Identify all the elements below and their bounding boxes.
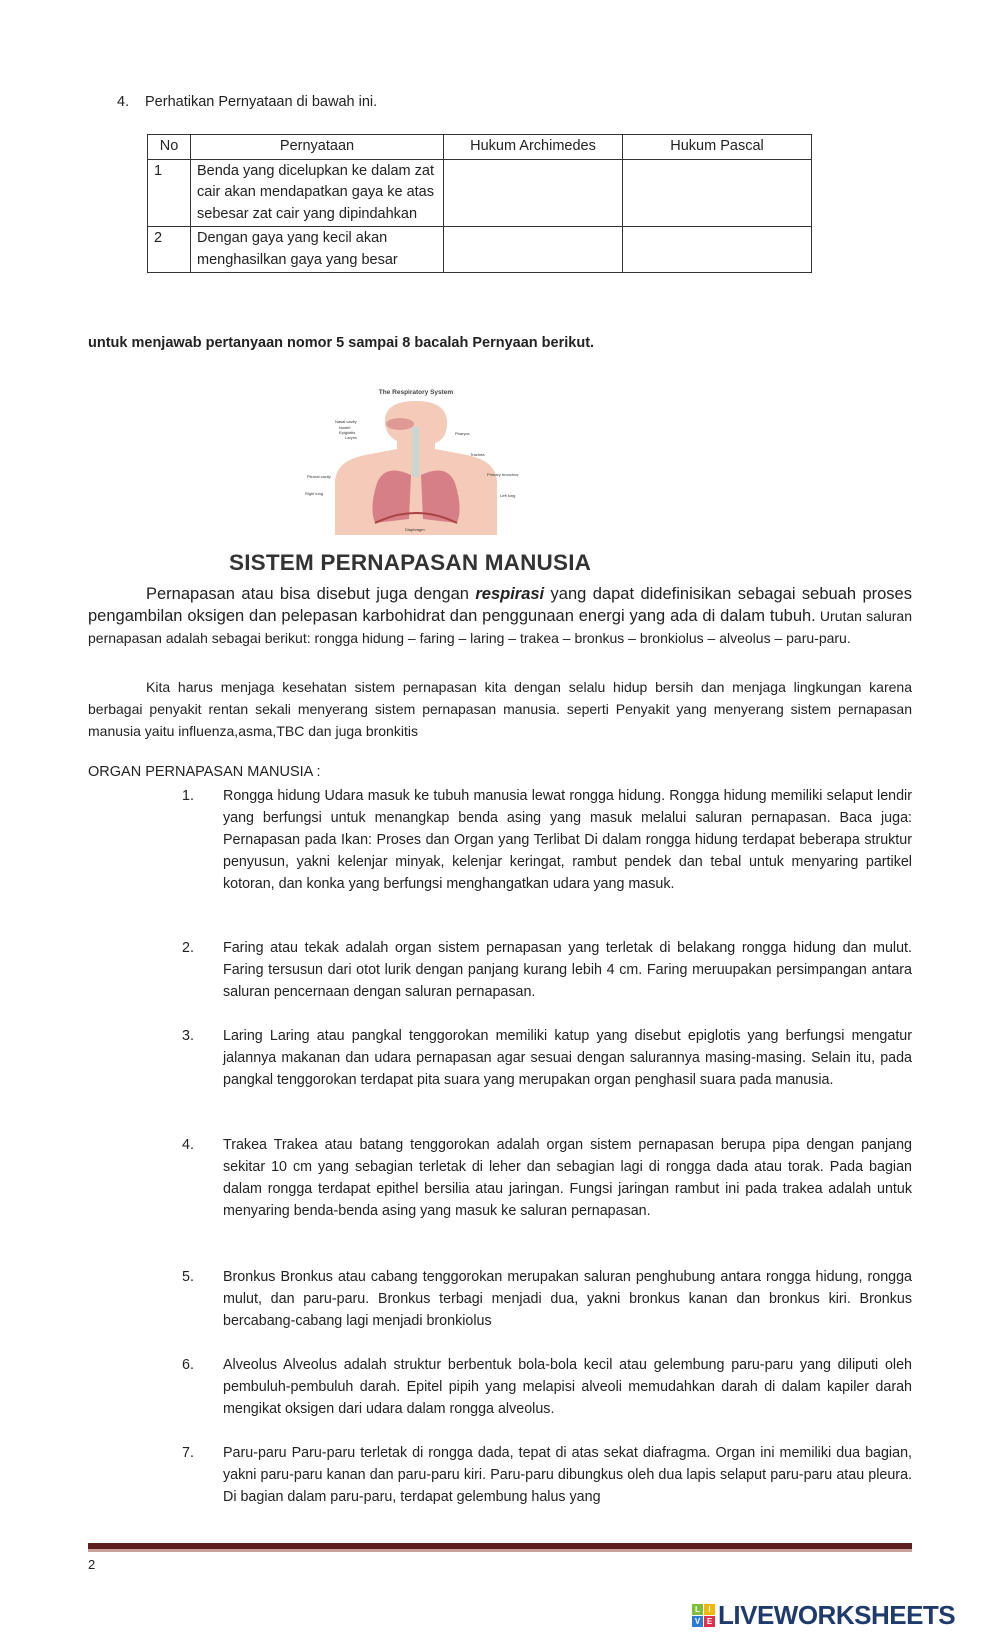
item-number: 7. <box>182 1445 194 1461</box>
health-text: Kita harus menjaga kesehatan sistem pernapasan kita dengan selalu hidup bersih dan menjaga lingkungan karena berbagai penyakit rentan sekali menyerang sistem pernapasan manusia. seperti Penyakit yang menyerang sistem pernapasan manusia yaitu influenza,asma,TBC dan juga bronkitis <box>88 679 912 739</box>
diagram-label: Nostril <box>339 425 351 430</box>
archimedes-answer-cell[interactable] <box>444 227 623 273</box>
table-row <box>148 159 812 227</box>
health-paragraph <box>88 676 912 742</box>
respirasi-emphasis: respirasi <box>475 585 545 603</box>
header-statement: Pernyataan <box>191 135 444 160</box>
intro-paragraph <box>88 583 912 649</box>
item-text: Faring atau tekak adalah organ sistem pernapasan yang terletak di belakang rongga hidung dan mulut. Faring tersusun dari otot lurik dengan panjang kurang lebih 4 cm. Faring meruupakan persimpangan antara saluran pencernaan dengan saluran pernapasan. <box>223 940 912 1000</box>
item-number: 5. <box>182 1269 194 1285</box>
item-number: 2. <box>182 940 194 956</box>
diagram-label: Epiglottis <box>339 430 356 435</box>
pascal-answer-cell[interactable] <box>623 227 812 273</box>
header-archimedes: Hukum Archimedes <box>444 135 623 160</box>
page-number: 2 <box>88 1557 96 1572</box>
organ-list-item <box>182 1355 912 1421</box>
item-number: 3. <box>182 1028 194 1044</box>
organ-list-item <box>182 938 912 1004</box>
diagram-label: Right lung <box>305 491 324 496</box>
organ-list-item <box>182 1135 912 1223</box>
row-no: 2 <box>148 227 191 273</box>
diagram-title: The Respiratory System <box>378 389 454 396</box>
respiratory-system-diagram <box>305 383 527 535</box>
footer-rule <box>88 1543 912 1552</box>
organ-heading: ORGAN PERNAPASAN MANUSIA : <box>88 764 321 780</box>
diagram-label: Larynx <box>345 435 358 440</box>
row-statement: Dengan gaya yang kecil akan menghasilkan gaya yang besar <box>191 227 444 273</box>
logo-letter: V <box>692 1616 703 1627</box>
organ-list-item <box>182 1443 912 1509</box>
diagram-label: Diaphragm <box>405 527 425 532</box>
diagram-label: Pleural cavity <box>307 474 331 479</box>
archimedes-answer-cell[interactable] <box>444 159 623 227</box>
article-title: SISTEM PERNAPASAN MANUSIA <box>229 550 592 575</box>
diagram-label: Trachea <box>470 452 485 457</box>
organ-list-item <box>182 786 912 896</box>
organ-list-item <box>182 1267 912 1333</box>
item-text: Rongga hidung Udara masuk ke tubuh manusia lewat rongga hidung. Rongga hidung memiliki selaput lendir yang berfungsi untuk menangkap benda asing yang masuk melalui saluran pernapasan. Baca juga: Pernapasan pada Ikan: Proses dan Organ yang Terlibat Di dalam rongga hidung terdapat beberapa struktur penyusun, yakni kelenjar minyak, kelenjar keringat, rambut pendek dan tebal untuk menyaring partikel kotoran, dan konka yang berfungsi menghangatkan udara yang masuk. <box>223 788 912 892</box>
question-number: 4. <box>117 94 130 110</box>
item-text: Trakea Trakea atau batang tenggorokan adalah organ sistem pernapasan berupa pipa dengan panjang sekitar 10 cm yang sebagian terletak di leher dan sebagian lagi di rongga dada atau torak. Pada bagian dalam rongga terdapat epithel bersilia atau jaringan. Fungsi jaringan rambut ini pada trakea adalah untuk menyaring benda-benda asing yang masuk ke saluran pernapasan. <box>223 1137 912 1219</box>
diagram-label: Primary bronchus <box>487 472 519 477</box>
logo-icon <box>692 1604 715 1627</box>
instruction-text: untuk menjawab pertanyaan nomor 5 sampai 8 bacalah Pernyaan berikut. <box>88 335 595 351</box>
diagram-label: Left lung <box>500 493 516 498</box>
table-row <box>148 227 812 273</box>
organ-list-item <box>182 1026 912 1092</box>
pascal-answer-cell[interactable] <box>623 159 812 227</box>
logo-letter: I <box>704 1604 715 1615</box>
item-text: Alveolus Alveolus adalah struktur berbentuk bola-bola kecil atau gelembung paru-paru yang diliputi oleh pembuluh-pembuluh darah. Epitel pipih yang melapisi alveoli memudahkan darah di dalam kapiler darah mengikat oksigen dari udara dalam rongga alveolus. <box>223 1357 912 1417</box>
statement-table <box>147 134 812 273</box>
header-pascal: Hukum Pascal <box>623 135 812 160</box>
item-number: 4. <box>182 1137 194 1153</box>
header-no: No <box>148 135 191 160</box>
diagram-label: Nasal cavity <box>335 419 357 424</box>
row-statement: Benda yang dicelupkan ke dalam zat cair akan mendapatkan gaya ke atas sebesar zat cair yang dipindahkan <box>191 159 444 227</box>
item-text: Paru-paru Paru-paru terletak di rongga dada, tepat di atas sekat diafragma. Organ ini memiliki dua bagian, yakni paru-paru kanan dan paru-paru kiri. Paru-paru dibungkus oleh dua lapis selaput paru-paru atau pleura. Di bagian dalam paru-paru, terdapat gelembung halus yang <box>223 1445 912 1505</box>
item-text: Laring Laring atau pangkal tenggorokan memiliki katup yang disebut epiglotis yang berfungsi mengatur jalannya makanan dan udara pernapasan agar sesuai dengan salurannya masing-masing. Selain itu, pada pangkal tenggorokan terdapat pita suara yang merupakan organ penghasil suara pada manusia. <box>223 1028 912 1088</box>
table-header-row <box>148 135 812 160</box>
question-text: Perhatikan Pernyataan di bawah ini. <box>145 94 378 110</box>
question-4 <box>117 94 377 110</box>
trachea-shape <box>412 427 419 477</box>
liveworksheets-logo[interactable] <box>692 1600 955 1631</box>
logo-letter: E <box>704 1616 715 1627</box>
row-no: 1 <box>148 159 191 227</box>
item-number: 1. <box>182 788 194 804</box>
intro-text-start: Pernapasan atau bisa disebut juga dengan <box>146 585 476 603</box>
diagram-label: Pharynx <box>455 431 470 436</box>
item-number: 6. <box>182 1357 194 1373</box>
logo-letter: L <box>692 1604 703 1615</box>
item-text: Bronkus Bronkus atau cabang tenggorokan merupakan saluran penghubung antara rongga hidung, rongga mulut, dan paru-paru. Bronkus terbagi menjadi dua, yakni bronkus kanan dan bronkus kiri. Bronkus bercabang-cabang lagi menjadi bronkiolus <box>223 1269 912 1329</box>
nasal-cavity-shape <box>386 418 414 430</box>
intro-text-end: Urutan saluran pernapasan adalah sebagai berikut: rongga hidung – faring – laring – trakea – bronkus – bronkiolus – alveolus – paru-paru. <box>88 608 913 646</box>
logo-text: LIVEWORKSHEETS <box>718 1600 956 1630</box>
intro-text-mid: yang dapat didefinisikan sebagai sebuah proses pengambilan oksigen dan pelepasan karbohidrat dan penggunaan energi yang ada di dalam tubuh. <box>88 585 912 625</box>
